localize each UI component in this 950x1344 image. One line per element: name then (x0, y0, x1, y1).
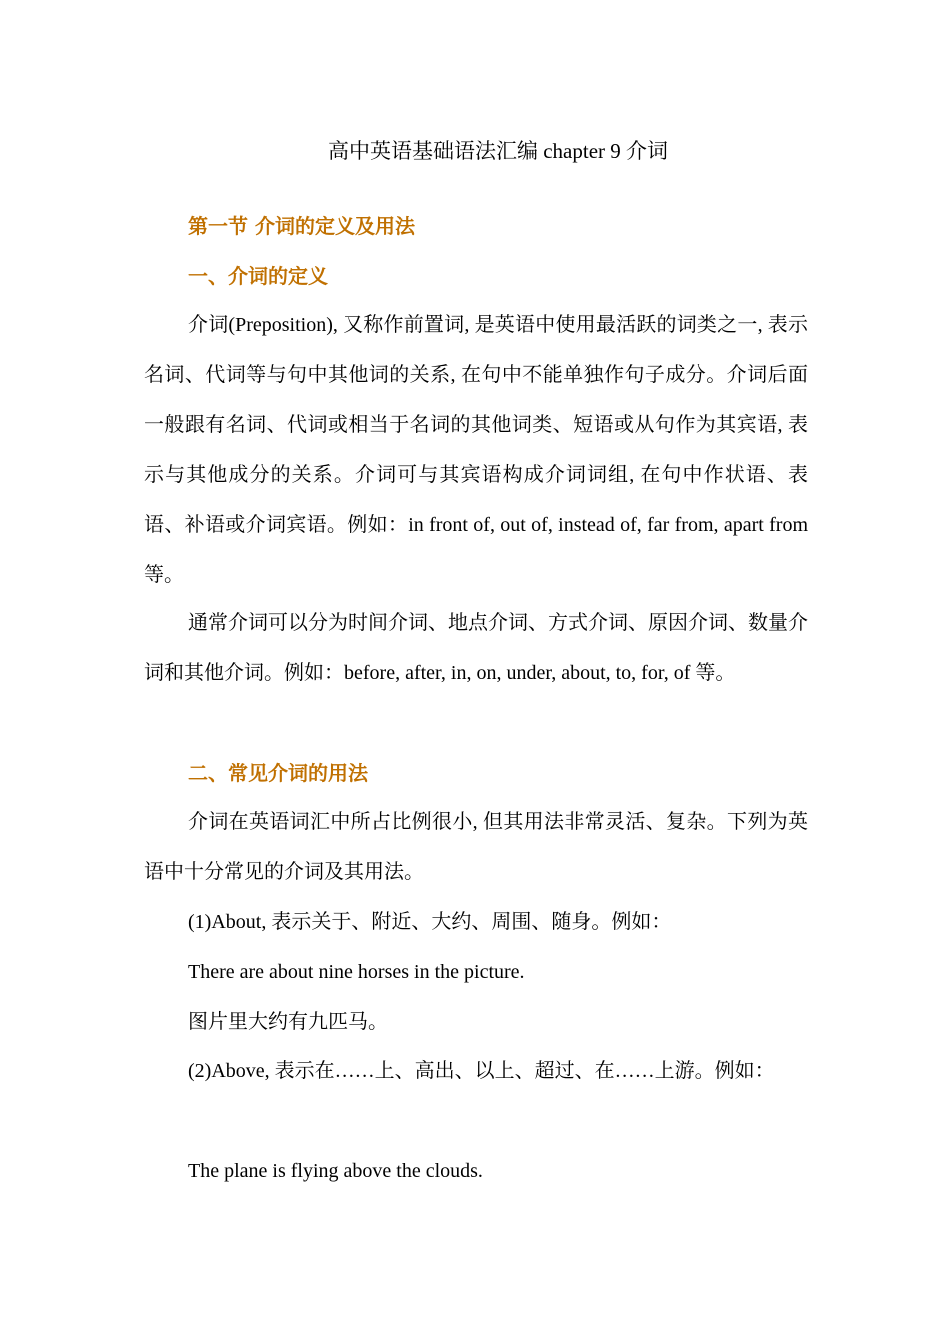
paragraph-definition: 介词(Preposition), 又称作前置词, 是英语中使用最活跃的词类之一, 表示名词、代词等与句中其他词的关系, 在句中不能单独作句子成分。介词后面一般跟有名词、代词或相当于名词的其他词类、短语或从句作为其宾语, 表示与其他成分的关系。介词可与其宾语构成介词词组, 在句中作状语、表语、补语或介词宾语。例如：in front of, out of, instead of, far from, apart from 等。 (144, 314, 808, 586)
paragraph-usage: 介词在英语词汇中所占比例很小, 但其用法非常灵活、复杂。下列为英语中十分常见的介词及其用法。 (144, 811, 808, 883)
subsection-heading-usage: 二、常见介词的用法 (188, 761, 368, 785)
about-definition: (1)About, 表示关于、附近、大约、周围、随身。例如： (188, 911, 672, 933)
above-example: The plane is flying above the clouds. (188, 1160, 483, 1182)
section-heading: 第一节 介词的定义及用法 (188, 214, 415, 238)
about-example: There are about nine horses in the picture. (188, 961, 525, 983)
above-definition: (2)Above, 表示在……上、高出、以上、超过、在……上游。例如： (188, 1060, 775, 1082)
paragraph-types: 通常介词可以分为时间介词、地点介词、方式介词、原因介词、数量介词和其他介词。例如：before, after, in, on, under, about, to, for, of 等。 (144, 612, 808, 684)
about-translation: 图片里大约有九匹马。 (188, 1011, 388, 1033)
document-title: 高中英语基础语法汇编 chapter 9 介词 (327, 139, 669, 163)
subsection-heading-definition: 一、介词的定义 (188, 264, 328, 288)
